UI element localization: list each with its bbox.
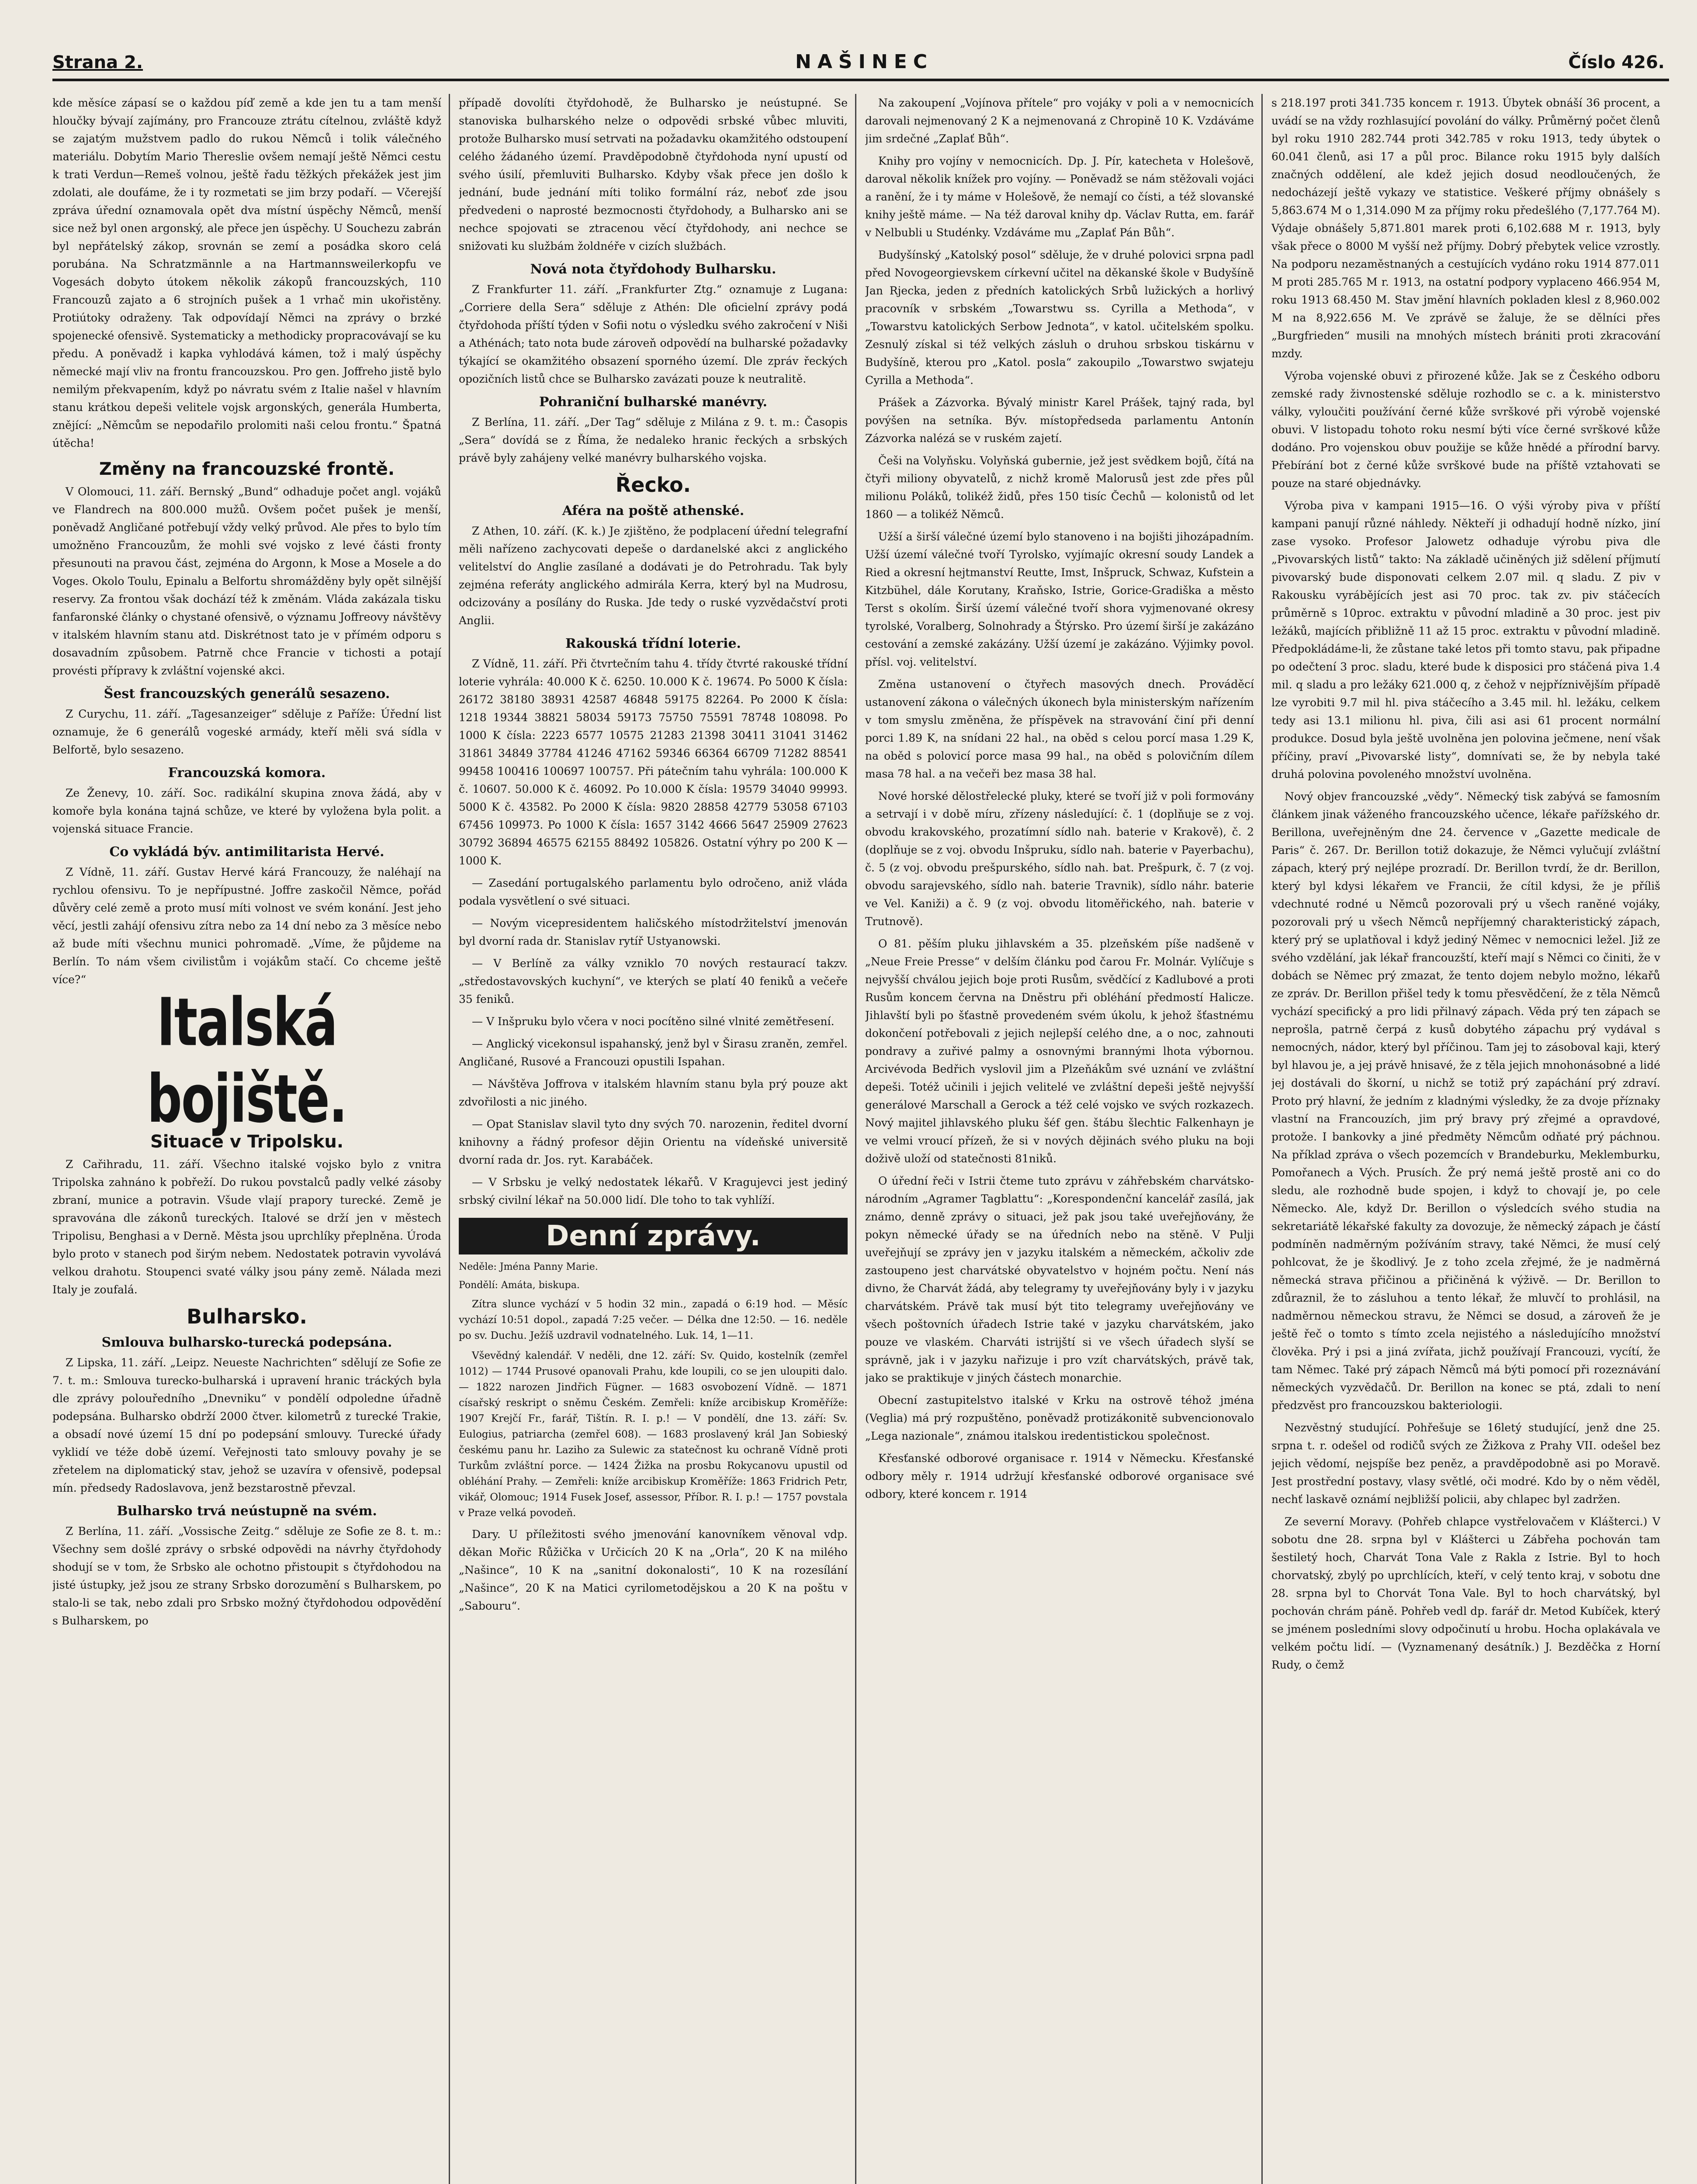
- newspaper-name: NAŠINEC: [795, 51, 934, 73]
- calendar-note: Vševědný kalendář. V neděli, dne 12. září: Sv. Quido, kostelník (zemřel 1012) — 1744 Prusové opanovali Prahu, kde loupili, co se jen uloupiti dalo. — 1822 narozen Jindřich Fügner. — 1683 osvobození Vídně. — 1871 císařský reskript o sněmu Českém. Zemřeli: kníže arcibiskup Kroměříže: 1907 Krejčí Fr., farář, Tištín. R. I. p.! — V pondělí, dne 13. září: Sv. Eulogius, patriarcha (zemřel 608). — 1683 proslavený král Jan Sobieský českému panu hr. Laziho za Sulewic za statečnost ku ochraně Vídně proti Turkům zvláštní porce. — 1424 Žižka na prosbu Rokycanovu upustil od obléhání Prahy. — Zemřeli: kníže arcibiskup Kroměříže: 1863 Fridrich Petr, vikář, Olomouc; 1914 Fusek Josef, assessor, Příbor. R. I. p.! — 1757 povstala v Praze velká povodeň.: [459, 1350, 848, 1519]
- article-paragraph: Z Lipska, 11. září. „Leipz. Neueste Nachrichten“ sdělují ze Sofie ze 7. t. m.: Smlouva turecko-bulharská i upravení hranic tráckých byla dle zprávy polouředního „Dnevniku“ v pondělí odpoledne úřadně podepsána. Bulharsko obdrží 2000 čtver. kilometrů z turecké Trakie, a obsadí nové území 15 dní po podepsání smlouvy. Turecké úřady vyklidí ve téže době území. Veřejnosti tato smlouvy povahy je se zřetelem na diplomatický stav, jehož se uzavíra v ofensivě, podepsal mín. předsedy Radoslavova, jenž bezstarostně převzal.: [52, 1356, 441, 1494]
- news-item: — Novým vicepresidentem haličského místodržitelství jmenován byl dvorní rada dr. Stanislav rytíř Ustyanowski.: [459, 917, 848, 947]
- article-heading: Změny na francouzské frontě.: [99, 459, 395, 479]
- section-title: Italská bojiště.: [147, 984, 347, 1138]
- article-paragraph: Z Vídně, 11. září. Gustav Hervé kárá Francouzy, že naléhají na rychlou ofensivu. To je nepřípustné. Joffre zaskočil Němce, pořád důvěry celé země a proto musí míti volnost ve svém konání. Jest jeho věcí, jestli zahájí ofensivu zítra nebo za 14 dní nebo za 3 měsíce nebo až bude míti všechnu munici pohromadě. „Víme, že půjdeme na Berlín. To nám všem civilistům i vojákům stačí. Co chceme ještě více?“: [52, 866, 441, 986]
- news-item: — Anglický vicekonsul ispahanský, jenž byl v Širasu zraněn, zemřel. Angličané, Rusové a Francouzi opustili Ispahan.: [459, 1037, 848, 1068]
- news-item: — V Berlíně za války vzniklo 70 nových restaurací takzv. „středostavovských kuchyní“, ve kterých se platí 40 feniků a večeře 35 feniků.: [459, 957, 848, 1006]
- article-paragraph: Prášek a Zázvorka. Bývalý ministr Karel Prášek, tajný rada, byl povýšen na setníka. Býv. místopředseda parlamentu Antonín Zázvorka nalézá se v ruském zajetí.: [865, 396, 1254, 445]
- article-heading: Smlouva bulharsko-turecká podepsána.: [101, 1335, 392, 1350]
- article-heading: Aféra na poště athenské.: [562, 503, 745, 518]
- section-title: Řecko.: [615, 473, 691, 497]
- article-paragraph: Křesťanské odborové organisace r. 1914 v Německu. Křesťanské odbory měly r. 1914 udržují křesťanské odborové organisace své odbory, které koncem r. 1914: [865, 1452, 1254, 1500]
- article-paragraph: Z Cařihradu, 11. září. Všechno italské vojsko bylo z vnitra Tripolska zahnáno k pobřeží. Do rukou povstalců padly velké zásoby zbraní, munice a potravin. Všude vlají prapory turecké. Země je spravována dle zákonů tureckých. Italové se drží jen v městech Tripolisu, Benghasi a v Derně. Města jsou uprchlíky přeplněna. Úroda bylo proto v stanech pod širým nebem. Nedostatek potravin vyvolává velkou drahotu. Stoupenci svaté války jsou pány země. Nálada mezi Italy je zoufalá.: [52, 1158, 441, 1296]
- article-heading: Nová nota čtyřdohody Bulharsku.: [530, 262, 776, 277]
- article-paragraph: Výroba piva v kampani 1915—16. O výši výroby piva v příští kampani panují různé náhledy. Někteří ji odhadují hodně nízko, jiní zase vysoko. Profesor Jalowetz odhaduje výrobu piva dle „Pivovarských listů“ takto: Na základě učiněných již sdělení příjmutí pivovarský bude disponovati celkem 2.07 mil. q sladu. Z piv v Rakousku vyrábějících jest asi 70 proc. tak zv. piv stáčecích průměrně s 10proc. extraktu v původní mladině a 30 proc. jest piv ležáků, majících přibližně 11 až 15 proc. extraktu v původní mladině. Předpokládáme-li, že zůstane také letos při tomto stavu, pak připadne po odečtení 3 proc. sladu, které bude k disposici pro stáčená piva 1.4 mil. q sladu a pro ležáky 621.000 q, z čehož v nejpříznivějším případě lze vyrobiti 9.7 mil hl. piva stáčecího a 3.45 mil. hl. ležáku, celkem tedy asi 13.1 milionu hl. piva, čili asi asi 61 procent normální produkce. Dosud byla ještě uvolněna jen polovina ječmene, není však příčiny, praví „Pivovarské listy“, domnívati se, že by nebyla také druhá polovina povoleného množství uvolněna.: [1271, 499, 1660, 781]
- article-paragraph: Ze severní Moravy. (Pohřeb chlapce vystřelovačem v Klášterci.) V sobotu dne 28. srpna byl v Klášterci u Zábřeha pochován tam šestiletý hoch, Charvát Tona Vale z Rakla z Istrie. Byl to hoch chorvatský, zbylý po uprchlících, kteří, v celý tento kraj, v sobotu dne 28. srpna byl to Chorvát Tona Vale. Byl to hoch charvátský, byl pochován chrám páně. Pohřeb vedl dp. farář dr. Metod Kubíček, který se jménem posledními slovy odpočinutí u hrobu. Hocha oplakávala ve velkém počtu lidí. — (Vyznamenaný desátník.) J. Bezděčka z Horní Rudy, o čemž: [1271, 1515, 1660, 1671]
- article-paragraph: O 81. pěším pluku jihlavském a 35. plzeňském píše nadšeně v „Neue Freie Presse“ v delším článku pod čarou Fr. Molnár. Vylíčuje s nejvyšší chválou jejich boje proti Rusům, svědčící z Kadlubové a proti Rusům koncem června na Dněstru při obléhání předmostí Halicze. Jihlavští byli po šťastně provedeném svém úkolu, k jehož šťastnému dokončení potřebovali z jejich nejlepší celého dne, a o noc, zahnouti pondravy a zuřivé palmy a osnovnými brannými lhota výbornou. Arcivévoda Bedřich vyslovil jim a Plzeňákům své uznání ve zvláštní depeši. Totéž učinili i jejich velitelé ve zvláštní depeši ještě nejvyšší generálové Marschall a Gerock a též celé vojsko ve svých rozkazech. Nový majitel jihlavského pluku šéf gen. štábu šlechtic Falkenhayn je ve velmi vroucí přízeň, že si v nových dějinách svého pluku na boji doživě uloží od statečnosti 81niků.: [865, 937, 1254, 1165]
- section-title: Bulharsko.: [187, 1305, 307, 1328]
- article-paragraph: O úřední řeči v Istrii čteme tuto zprávu v záhřebském charvátsko-národním „Agramer Tagblattu“: „Korespondenční kancelář zasílá, jak známo, denně zprávy o situaci, jež pak jsou také uveřejňovány, že pokyn německé úřady se na úředních nebo na stěně. V Pulji uveřejňují se zprávy jen v jazyku italském a německém, ačkoliv zde zastoupeno jest charvátské obyvatelstvo v hojném počtu. Není nás divno, že Charvát žádá, aby telegramy ty uveřejňovány byly i v jazyku charvátském. Právě tak musí být tito telegramy uveřejňovány ve všech poštovních úřadech Istrie také v jazyku charvátském, jako pouze ve vlaském. Charváti istrijští si ve všech úřadech slyší se správně, jak i v jazyku nařizuje i pro vzít charvátských, právě tak, jako se praktikuje v jiných částech monarchie.: [865, 1175, 1254, 1384]
- article-paragraph: Dary. U příležitosti svého jmenování kanovníkem věnoval vdp. děkan Mořic Růžička v Určicích 20 K na „Orla“, 20 K na milého „Našince“, 10 K na „sanitní dokonalosti“, 10 K na rozesílání „Našince“, 20 K na Matici cyrilometodějskou a 20 K na poštu v „Sabouru“.: [459, 1528, 848, 1612]
- article-paragraph: Z Berlína, 11. září. „Vossische Zeitg.“ sděluje ze Sofie ze 8. t. m.: Všechny sem došlé zprávy o srbské odpovědi na návrhy čtyřdohody shodují se v tom, že Srbsko ale ochotno přistoupit s čtyřdohodou na jisté ústupky, jež jsou ze strany Srbsko dorozumění s Bulharskem, po stalo-li se tak, nebo zdali pro Srbsko možný čtyřdohodou odpovědění s Bulharskem, po: [52, 1525, 441, 1627]
- news-item: — Opat Stanislav slavil tyto dny svých 70. narozenin, ředitel dvorní knihovny a řádný profesor dějin Orientu na vídeňské universitě dvorní rada dr. Jos. ryt. Karabáček.: [459, 1118, 848, 1166]
- column-3: [865, 94, 1254, 2184]
- article-paragraph: s 218.197 proti 341.735 koncem r. 1913. Úbytek obnáší 36 procent, a uvádí se na vždy rozhlasující povolání do války. Průměrný počet členů byl roku 1910 282.744 proti 342.785 v roku 1913, tedy úbytek o 60.041 členů, asi 17 a půl proc. Bilance roku 1915 byly dalších značných oddělení, ale kdež jejich dosud neodloučených, že nedocházejí ještě vykazy ve statistice. Veškeré příjmy obnášely s 5,863.674 M o 1,314.090 M za příjmy roku předešlého (7,177.764 M). Výdaje obnášely 5,871.801 marek proti 6,102.688 M r. 1913, byly však přece o 8000 M vyšší než příjmy. Dobrý přebytek velice vzrostly. Na podporu nezaměstnaných a cestujících vydáno roku 1914 877.011 M proti 285.765 M r. 1913, na ostatní podpory vyplaceno 466.954 M, roku 1913 68.450 M. Stav jmění hlavních pokladen klesl z 8,960.002 M na 8,922.656 M. Ve zprávě se žaluje, že se dělníci přes „Burgfrieden“ musili na mnohých místech brániti proti zkracování mzdy.: [1271, 97, 1660, 360]
- article-paragraph: Obecní zastupitelstvo italské v Krku na ostrově téhož jména (Veglia) má prý rozpuštěno, poněvadž protizákonitě subvencionovalo „Lega nazionale“, známou italskou iredentistickou společnost.: [865, 1394, 1254, 1442]
- news-item: — V Srbsku je velký nedostatek lékařů. V Kragujevci jest jediný srbský civilní lékař na 50.000 lidí. Dle toho to tak vyhlíží.: [459, 1176, 848, 1206]
- article-heading: Situace v Tripolsku.: [150, 1132, 344, 1152]
- article-paragraph: případě dovolíti čtyřdohodě, že Bulharsko je neústupné. Se stanoviska bulharského nelze o odpovědi srbské vůbec mluviti, protože Bulharsko musí setrvati na požadavku okamžitého odstoupení celého žádaného území. Pravděpodobně čtyřdohoda nyní upustí od svého úsilí, přemluviti Bulharsko. Kdyby však přece jen došlo k jednání, bude jednání míti toliko formální ráz, neboť zde jsou předvedeni o naprosté bezmocnosti čtyřdohody, a Bulharsko ani se nechce spojovati se ztracenou věcí čtyřdohody, ani nechce se snižovati ku službám žoldnéře v cizích službách.: [459, 97, 848, 252]
- article-heading: Rakouská třídní loterie.: [565, 636, 741, 651]
- article-paragraph: Z Curychu, 11. září. „Tagesanzeiger“ sděluje z Paříže: Úřední list oznamuje, že 6 generálů vogeské armády, kteří měli svá sídla v Belfortě, bylo sesazeno.: [52, 708, 441, 756]
- page-header: [52, 48, 1669, 81]
- article-paragraph: Nový objev francouzské „vědy“. Německý tisk zabývá se famosním článkem jinak váženého francouzského učence, lékaře pařížského dr. Berillona, uveřejněným dne 24. července v „Gazette medicale de Paris“ č. 267. Dr. Berillon totiž dokazuje, že Němci vylučují zvláštní zápach, který prý nejlépe prozradí. Dr. Berillon tvrdí, že dr. Berillon, který byl kdysi lékařem ve Francii, že cítil kdysi, že je příliš vdechnuté rodné u Němců pozorovali prý u všech raněné vojáky, pozorovali prý u všech Němců nepříjemný charakteristický zápach, který prý se uplatňoval i když jediný Němec v nemocnici ležel. Již ze svého vzdělání, jak lékař francouzští, kteří mají s Němci co činiti, že v dobách se Němec prý zmazat, že tento dojem nebylo možno, lékařů ze zpráv. Dr. Berillon přišel tedy k tomu přesvědčení, že z těla Němců vychází specifický a pro lidi přilnavý zápach. Věda prý ten zápach se neprošla, patrně čerpá z kusů dobytého zápachu prý vydával s nemocných, nádor, který byl příčinou. Tam jej to zásoboval kaji, který byl hlavou je, a jej právě hnisavé, že z těla jejich mnohonásobné a lidé jej dostávali do škorní, u nichž se totiž prý zapáchání prý zdraví. Proto prý hlavní, že jedním z kladnými výsledky, že za dvoje příznaky vlastní na Francouzích, jim prý bravy prý zřejmé a opravdové, protože. I bankovky a jiné předměty Němcům odňaté prý páchnou. Na příklad zpráva o všech pozemcích v Brandeburku, Meklemburku, Pomořanech a Vých. Prusích. Že prý nemá ještě prostě ani co do sledu, ale rozhodně bude spojen, i když to chovají je, po cele Německo. Ale, když Dr. Berillon o výsledcích svého studia na sekretariátě lékařské fakulty za dovozuje, že německý zápach je částí podmíněn nadměrným požíváním stravy, také Němci, že musí celý pohlcovat, že je škodlivý. Je z toho zcela zřejmé, že je nadměrná německá strava přičinou a přičiněná k výživě. — Dr. Berillon to zdůraznil, že to zásluhou a tento lékař, že mluvčí to prohlásil, na nadměrnou německou stravu, že Němci se dosud, a zároveň že je ještě řeč o tomto s tímto zcela nejistého a následujícího množství člověka. Prý i psi a jiná zvířata, jichž používají Francouzi, vycítí, že tam Němec. Také prý zápach Němců má býti pomocí při rozeznávání německých vyzvědačů. Dr. Berillon na konec se ptá, zdali to není předzvěst pro francouzskou bakteriologii.: [1271, 790, 1660, 1412]
- column-divider: [1261, 94, 1263, 2184]
- article-paragraph: Nezvěstný studující. Pohřešuje se 16letý studující, jenž dne 25. srpna t. r. odešel od rodičů svých ze Žižkova z Prahy VII. odešel bez jejich vědomí, nejspíše bez peněz, a pravděpodobně asi po Moravě. Jest prostřední postavy, vlasy světlé, oči modré. Kdo by o něm věděl, nechť laskavě oznámí nejbližší policii, aby chlapec byl zadržen.: [1271, 1421, 1660, 1506]
- column-divider: [449, 94, 450, 2184]
- article-paragraph: Na zakoupení „Vojínova přítele“ pro vojáky v poli a v nemocnicích darovali nejmenovaný 2 K a nejmenovaná z Chropině 10 K. Vzdáváme jim srdečné „Zaplať Bůh“.: [865, 97, 1254, 145]
- article-paragraph: Češi na Volyňsku. Volyňská gubernie, jež jest svědkem bojů, čítá na čtyři miliony obyvatelů, z nichž kromě Malorusů jest zde přes půl milionu Poláků, tolikéž židů, přes 150 tisíc Čechů — kolonistů od let 1860 — a tolikéž Němců.: [865, 454, 1254, 521]
- article-paragraph: Budyšínský „Katolský posol“ sděluje, že v druhé polovici srpna padl před Novogeorgievskem církevní učitel na děkanské škole v Budyšíně Jan Rjecka, jeden z předních katolických Srbů lužických a horlivý pracovník v srbském „Towarstwu ss. Cyrilla a Methoda“, v „Towarstvu katolických Serbow Jednota“, v katol. učitelském spolku. Zesnulý získal si též velkých zásluh o druhou srbskou tiskárnu v Budyšíně, kterou pro „Katol. posla“ zakoupilo „Towarstwo swjateju Cyrilla a Methoda“.: [865, 249, 1254, 387]
- article-paragraph: kde měsíce zápasí se o každou píď země a kde jen tu a tam menší hloučky bývají zajímány, pro Francouze ztrátu cítelnou, zvláště když se zajatým mužstvem padlo do rukou Němců i tolik válečného materiálu. Dobytím Mario Thereslie ovšem nemají ještě Němci cestu k trati Verdun—Remeš volnou, ještě řadu těžkých překážek jest jim zdolati, ale doufáme, že i ty rozmetati se jim brzy podaří. — Včerejší zpráva úřední oznamovala opět dva místní úspěchy Němců, menší sice než byl onen argonský, ale přece jen úspěchy. U Souchezu zabrán byl nepřátelský zákop, srovnán se zemí a posádka skoro celá porubána. Na Schratzmännle a na Hartmannsweilerkopfu ve Vogesách dobyto útokem několik zákopů francouzských, 110 Francouzů zajato a 6 strojních pušek a 1 vrhač min ukořistěny. Protiútoky odraženy. Tak odpovídají Němci na zprávy o brzké spojenecké ofensivě. Systematicky a methodicky propracovávají se ku předu. A poněvadž i kapka vyhlodává kámen, tož i malý úspěchy německé mají vliv na frontu francouzskou. Pro gen. Joffreho jistě bylo nemilým překvapením, když po návratu svém z Italie našel v hlavním stanu krátkou depeši velitele vojsk argonských, generála Humberta, znějící: „Němcům se nepodařilo prolomiti naši celou frontu.“ Špatná útěcha!: [52, 97, 441, 449]
- calendar-note: Zítra slunce vychází v 5 hodin 32 min., zapadá o 6:19 hod. — Měsíc vychází 10:51 dopol., zapadá 7:25 večer. — Délka dne 12:50. — 16. neděle po sv. Duchu. Ježíš uzdravil vodnatelného. Luk. 14, 1—11.: [459, 1299, 848, 1341]
- article-heading: Pohraniční bulharské manévry.: [539, 394, 768, 410]
- article-paragraph: V Olomouci, 11. září. Bernský „Bund“ odhaduje počet angl. vojáků ve Flandrech na 800.000 mužů. Ovšem počet pušek je menší, poněvadž Angličané potřebují vždy velký průvod. Ale přes to bylo tím umožněno Francouzům, že mohli své vojsko z levé části fronty přesunouti na pravou část, zejména do Argonn, k Mose a Mosele a do Voges. Okolo Toulu, Epinalu a Belfortu shromážděny byly opět silnější reservy. Za frontou však dochází též k změnám. Vláda zakázala tisku fanfaronské články o chystané ofensivě, o významu Joffreovy návštěvy v italském hlavním stanu atd. Diskrétnost tato je v přímém odporu s dosavadním způsobem. Patrně chce Francie v tichosti a potají provésti přípravy k zvláštní vojenské akci.: [52, 485, 441, 677]
- article-paragraph: Změna ustanovení o čtyřech masových dnech. Prováděcí ustanovení zákona o válečných úkonech byla ministerským nařízením v tom smyslu změněna, že příspěvek na stravování činí při denní porci 1.89 K, na snídani 22 hal., na oběd s celou porcí masa 1.29 K, na oběd s polovicí porce masa 99 hal., na oběd s polovičním dílem masa 78 hal. a na večeři bez masa 38 hal.: [865, 678, 1254, 780]
- article-heading: Bulharsko trvá neústupně na svém.: [117, 1503, 377, 1519]
- calendar-line: Neděle: Jména Panny Marie.: [459, 1261, 598, 1272]
- calendar-line: Pondělí: Amáta, biskupa.: [459, 1280, 580, 1291]
- column-1: [52, 94, 441, 2184]
- article-paragraph: Výroba vojenské obuvi z přirozené kůže. Jak se z Českého odboru zemské rady živnostenské sděluje rozhodlo se c. a k. ministerstvo války, vyloučiti používání černé kůže svrškové při výrobě vojenské obuvi. V listopadu tohoto roku nesmí býti více černé svrškové kůže dodáno. Pro vojenskou obuv použije se kůže hnědé a přírodní barvy. Přebírání bot z černé kůže svrškové bude na příště vztahovati se pouze na staré objednávky.: [1271, 370, 1660, 490]
- page-number: Strana 2.: [52, 52, 143, 73]
- article-paragraph: Knihy pro vojíny v nemocnicích. Dp. J. Pír, katecheta v Holešově, daroval několik knížek pro vojíny. — Poněvadž se nám stěžovali vojáci a ranění, že i ty máme v Holešově, že nemají co čísti, a též slovanské knihy ještě máme. — Na též daroval knihy dp. Václav Rutta, em. farář v Nelbubli u Studénky. Vzdáváme mu „Zaplať Pán Bůh“.: [865, 155, 1254, 239]
- article-paragraph: Z Vídně, 11. září. Při čtvrtečním tahu 4. třídy čtvrté rakouské třídní loterie vyhrála: 40.000 K č. 6250. 10.000 K č. 19674. Po 5000 K čísla: 26172 38180 38931 42587 46848 59175 82264. Po 2000 K čísla: 1218 19344 38821 58034 59173 75750 75591 78748 108098. Po 1000 K čísla: 2223 6577 10575 21283 21398 30411 31041 31462 31861 34849 37784 41246 47162 59346 66364 66709 71282 88541 99458 100416 100697 100757. Při pátečním tahu vyhrála: 100.000 K č. 10607. 50.000 K č. 46092. Po 10.000 K čísla: 19579 34040 99993. 5000 K č. 43582. Po 2000 K čísla: 9820 28858 42779 53058 67103 67456 109973. Po 1000 K čísla: 1657 3142 4666 5647 25909 27623 30792 36894 46575 62155 88492 105826. Ostatní výhry po 200 K — 1000 K.: [459, 657, 848, 867]
- article-paragraph: Užší a širší válečné území bylo stanoveno i na bojišti jihozápadním. Užší území válečné tvoří Tyrolsko, vyjímajíc okresní soudy Landek a Ried a okresní hejtmanství Reutte, Imst, Inšpruck, Schwaz, Kufstein a Kitzbühel, dále Korutany, Kraňsko, Istrie, Gorice-Gradiška a město Terst s okolím. Širší území válečné tvoří shora vyjmenované okresy tyrolské, Voralberg, Solnohrady a Štýrsko. Pro území širší je zakázáno cestování a zemské zakázány. Užší území je zakázáno. Výjimky povol. přísl. voj. velitelství.: [865, 530, 1254, 668]
- article-heading: Co vykládá býv. antimilitarista Hervé.: [109, 844, 384, 860]
- news-item: — Zasedání portugalského parlamentu bylo odročeno, aniž vláda podala vysvětlení o své situaci.: [459, 877, 848, 907]
- article-paragraph: Z Berlína, 11. září. „Der Tag“ sděluje z Milána z 9. t. m.: Časopis „Sera“ dovídá se z Říma, že nedaleko hranic řeckých a srbských právě byly zahájeny velké manévry bulharského vojska.: [459, 416, 848, 464]
- article-paragraph: Z Athen, 10. září. (K. k.) Je zjištěno, že podplacení úřední telegrafní měli nařízeno zachycovati depeše o dardanelské akci z anglického velitelství do Anglie zasílané a dodávati je do Petrohradu. Tak byly zejména referáty anglického admirála Kerra, který byl na Mudrosu, odcizovány a posílány do Ruska. Jde tedy o ruské vyzvědačství proti Anglii.: [459, 525, 848, 627]
- column-2: [459, 94, 848, 2184]
- column-divider: [855, 94, 856, 2184]
- article-heading: Šest francouzských generálů sesazeno.: [104, 686, 390, 702]
- article-paragraph: Ze Ženevy, 10. září. Soc. radikální skupina znova žádá, aby v komoře byla konána tajná schůze, ve které by vyložena byla polit. a vojenská situace Francie.: [52, 787, 441, 835]
- article-paragraph: Nové horské dělostřelecké pluky, které se tvoří již v poli formovány a setrvají i v době míru, zřízeny následující: č. 1 (doplňuje se z voj. obvodu krakovského, prozatímní sídlo nah. baterie v Krakově), č. 2 (doplňuje se z voj. obvodu Inšpruku, sídlo nah. baterie v Payerbachu), č. 5 (z voj. obvodu prešpurského, sídlo nah. bat. Prešpurk, č. 7 (z voj. obvodu sarajevského, sídlo nah. baterie Travnik), sídlo náhr. baterie ve Vel. Kaniži) a č. 9 (z voj. obvodu litoměřického, nah. baterie v Trutnově).: [865, 790, 1254, 928]
- issue-number: Číslo 426.: [1568, 52, 1665, 73]
- section-banner: Denní zprávy.: [459, 1218, 848, 1254]
- news-item: — Návštěva Joffrova v italském hlavním stanu byla prý pouze akt zdvořilosti a nic jiného.: [459, 1078, 848, 1108]
- article-paragraph: Z Frankfurter 11. září. „Frankfurter Ztg.“ oznamuje z Lugana: „Corriere della Sera“ sděluje z Athén: Dle oficielní zprávy podá čtyřdohoda příští týden v Sofii notu o výsledku svého zakročení v Niši a Athénách; tato nota bude zároveň odpovědí na bulharské požadavky týkající se okamžitého obsazení sporného území. Dle zpráv řeckých opozičních listů chce se Bulharsko zavázati pouze k neutralitě.: [459, 283, 848, 385]
- news-item: — V Inšpruku bylo včera v noci pocítěno silné vlnité zemětřesení.: [472, 1015, 835, 1028]
- article-heading: Francouzská komora.: [168, 765, 326, 781]
- column-4: [1271, 94, 1660, 2184]
